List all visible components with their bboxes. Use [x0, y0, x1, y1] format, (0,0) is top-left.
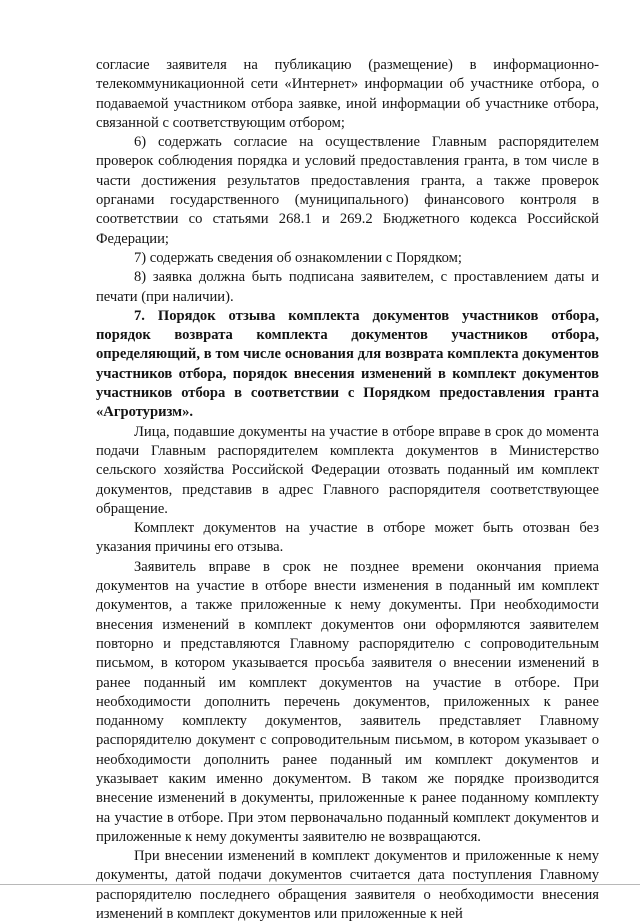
paragraph-item-6: 6) содержать согласие на осуществление Главным распорядителем проверок соблюдения порядка и условий предоставления гранта, в том числе в части достижения результатов предоставления гранта, а также проверок органами государственного (муниципального) финансового контроля в соответствии со статьями 268.1 и 269.2 Бюджетного кодекса Российской Федерации; — [96, 134, 599, 247]
paragraph-submission-date: При внесении изменений в комплект документов и приложенные к нему документы, датой подачи документов считается дата поступления Главному распорядителю последнего обращения заявителя о необходимости внесения изменений в комплект документов или приложенные к ней — [96, 848, 599, 923]
paragraph-withdrawal-right: Лица, подавшие документы на участие в отборе вправе в срок до момента подачи Главным распорядителем комплекта документов в Министерство сельского хозяйства Российской Федерации отозвать поданный им комплект документов, представив в адрес Главного распорядителя соответствующее обращение. — [96, 423, 599, 517]
paragraph-amendments: Заявитель вправе в срок не позднее времени окончания приема документов на участие в отборе внести изменения в поданный им комплект документов, а также приложенные к нему документы. При необходимости внесения изменений в комплект документов они оформляются заявителем повторно и представляются Главному распорядителю с сопроводительным письмом, в котором указывается просьба заявителя о внесении изменений в ранее поданный им комплект документов на участие в отборе. При необходимости дополнить перечень документов, приложенных к ранее поданному комплекту документов, заявитель представляет Главному распорядителю документ с сопроводительным письмом, в котором указывает о необходимости дополнить ранее поданный им комплект документов и указывает каким именно документом. В таком же порядке производится внесение изменений в документы, приложенные к ранее поданному комплекту на участие в отборе. При этом первоначально поданный комплект документов и приложенные к нему документы заявителю не возвращаются. — [96, 558, 599, 845]
paragraph-consent-publication: согласие заявителя на публикацию (размещение) в информационно-телекоммуникационной сети «Интернет» информации об участнике отбора, о подаваемой участником отбора заявке, иной информации об участнике отбора, связанной с соответствующим отбором; — [96, 57, 599, 131]
paragraph-item-7: 7) содержать сведения об ознакомлении с Порядком; — [134, 249, 462, 266]
paragraph-withdrawal-reason: Комплект документов на участие в отборе может быть отозван без указания причины его отзыва. — [96, 520, 599, 556]
document-body — [96, 56, 599, 924]
page-bottom-divider — [0, 884, 640, 885]
paragraph-item-8: 8) заявка должна быть подписана заявителем, с проставлением даты и печати (при наличии). — [96, 269, 599, 305]
section-heading-7: 7. Порядок отзыва комплекта документов участников отбора, порядок возврата комплекта документов участников отбора, определяющий, в том числе основания для возврата комплекта документов участников отбора, порядок внесения изменений в комплект документов участников отбора в соответствии с Порядком предоставления гранта «Агротуризм». — [96, 307, 599, 421]
